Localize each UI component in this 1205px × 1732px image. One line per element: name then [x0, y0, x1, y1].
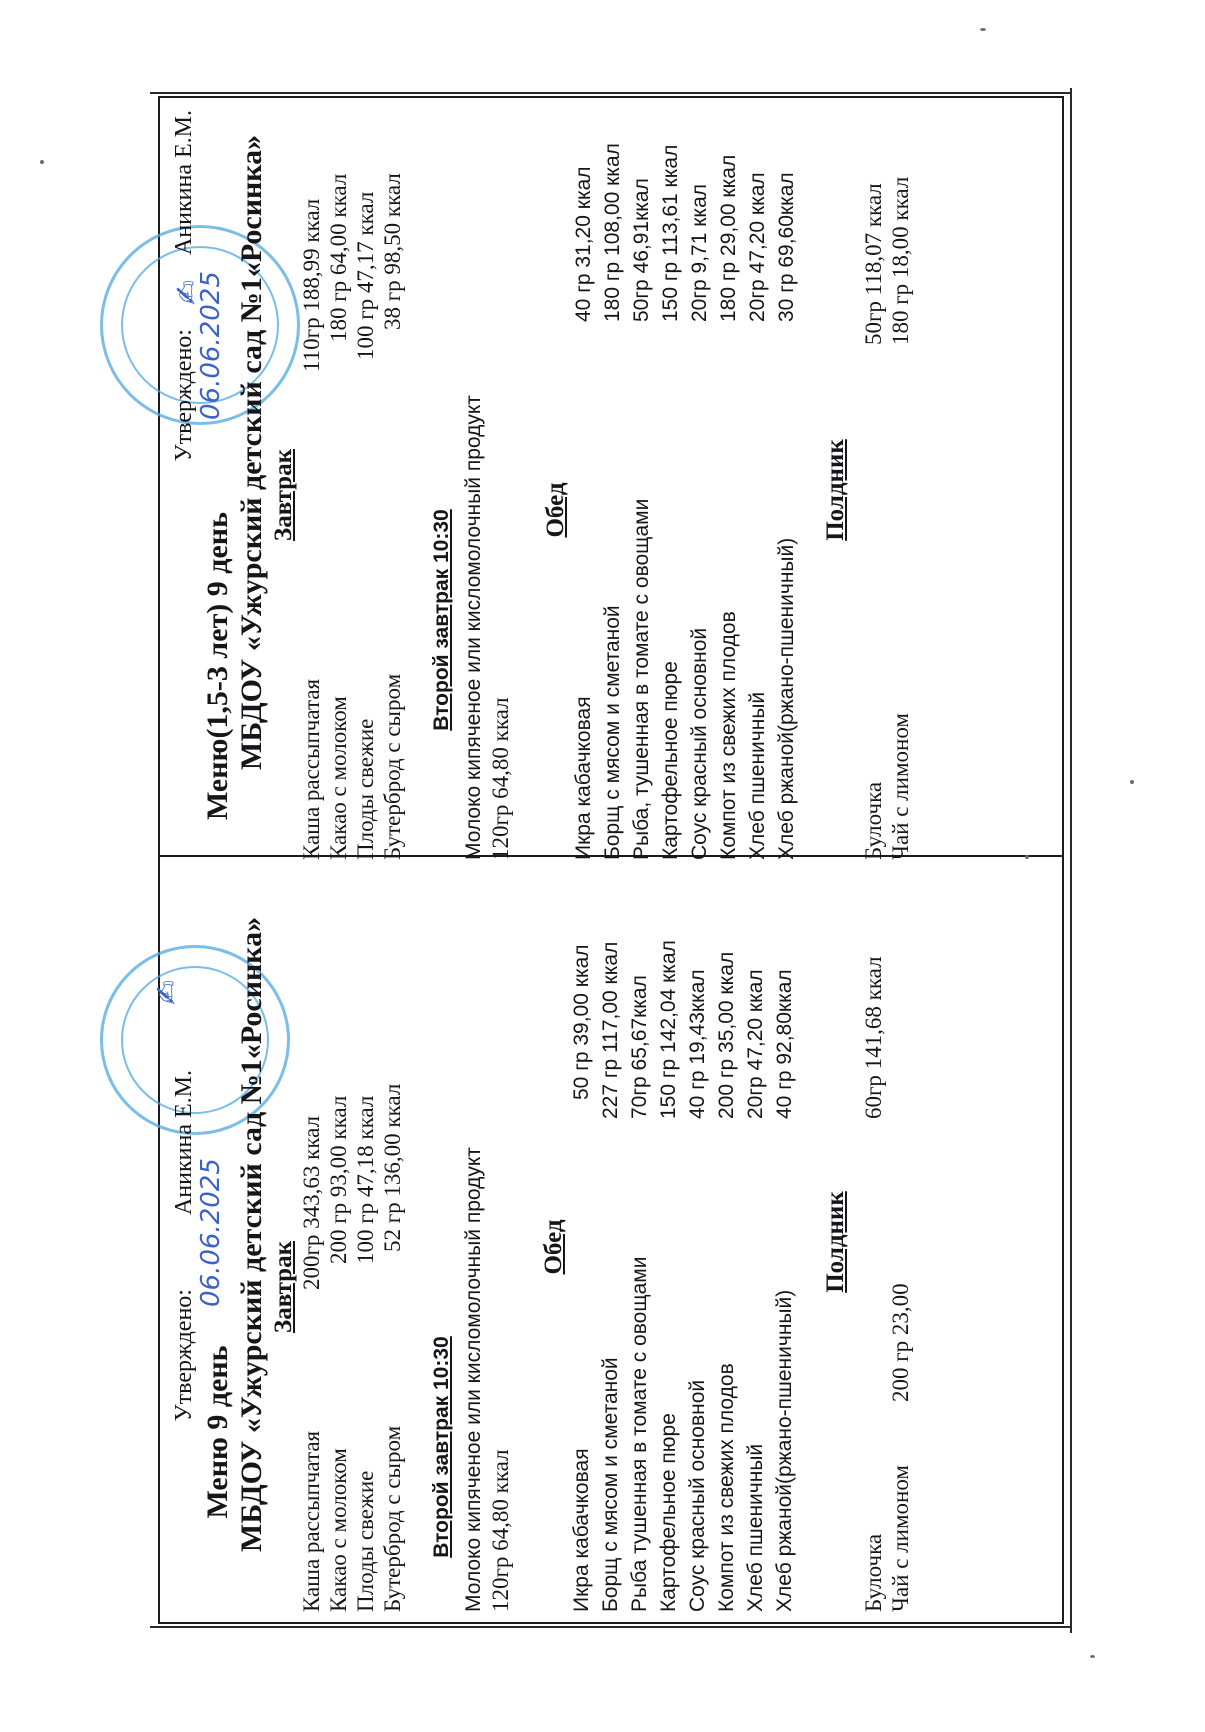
menu-title: Меню(1,5-3 лет) 9 день [201, 512, 234, 820]
frame-rule-bottom [150, 1626, 1070, 1628]
scan-speck [1025, 855, 1029, 859]
handwritten-date: 06.06.2025 [196, 271, 226, 420]
second-breakfast-heading: Второй завтрак 10:30 [430, 509, 453, 731]
menu-subtitle: МБДОУ «Ужурский детский сад №1«Росинка» [235, 134, 268, 770]
lunch-heading: Обед [540, 1219, 567, 1275]
menu-panel-1: Утверждено:Аникина Е.М. 06.06.2025 Меню 9 день МБДОУ «Ужурский детский сад №1«Росинка» Завтрак Каша рассыпчатая 200гр 343,63 ккал Какао с молоком 200 гр 93,00 ккал Плоды свежие 100 гр 47,18 ккал Бутерброд с сыром 52 гр 136,00 ккал Второй завтрак 10:30 Молоко кипяченое или кисломолочный продукт 120гр 64,80 ккал Обед Икра кабачковая 50 гр 39,00 ккал Борщ с мясом и сметаной 227 гр 117,00 ккал Рыба тушенная в томате с овощами 70гр 65,67ккал Картофельное пюре 150 гр 142,04 ккал Соус красный основной 40 гр 19,43ккал Компот из свежих плодов 200 гр 35,00 ккал Хлеб пшеничный 20гр 47,20 ккал Хлеб ржаной(ржано-пшеничный) 40 гр 92,80ккал Полдник Булочка 60гр 141,68 ккал Чай с лимоном 200 гр 23,00 [170, 880, 1060, 1612]
second-breakfast-text: Молоко кипяченое или кисломолочный продукт [462, 1147, 485, 1612]
approved-line [170, 110, 198, 461]
breakfast-heading: Завтрак [270, 1241, 297, 1333]
menu-title: Меню 9 день [201, 1345, 234, 1519]
menu-panel-2: Утверждено:Аникина Е.М. 06.06.2025 Меню(1,5-3 лет) 9 день МБДОУ «Ужурский детский сад №1«Росинка» Завтрак Каша рассыпчатая 110гр 188,99 ккал Какао с молоком 180 гр 64,00 ккал Плоды свежие 100 гр 47,17 ккал Бутерброд с сыром 38 гр 98,50 ккал Второй завтрак 10:30 Молоко кипяченое или кисломолочный продукт 120гр 64,80 ккал Обед Икра кабачковая 40 гр 31,20 ккал Борщ с мясом и сметаной 180 гр 108,00 ккал Рыба, тушенная в томате с овощами 50гр 46,91ккал Картофельное пюре 150 гр 113,61 ккал Соус красный основной 20гр 9,71 ккал Компот из свежих плодов 180 гр 29,00 ккал Хлеб пшеничный 20гр 47,20 ккал Хлеб ржаной(ржано-пшеничный) 30 гр 69,60ккал Полдник Булочка 50гр 118,07 ккал Чай с лимоном 180 гр 18,00 ккал [171, 110, 913, 860]
frame-rule-top [150, 92, 1070, 94]
signature-2: ✍ [170, 279, 205, 305]
scan-speck [1090, 1655, 1095, 1658]
approved-line [170, 1070, 198, 1421]
frame-rule-right [1070, 88, 1072, 1633]
handwritten-date: 06.06.2025 [196, 1158, 226, 1307]
second-breakfast-amount: 120гр 64,80 ккал [488, 697, 513, 860]
approved-label: Утверждено: [171, 329, 197, 462]
snack-heading: Полдник [822, 1191, 849, 1293]
scan-speck [40, 160, 44, 164]
approved-label: Утверждено: [171, 1289, 197, 1422]
scan-speck [1130, 780, 1134, 784]
second-breakfast-text: Молоко кипяченое или кисломолочный продукт [462, 395, 485, 860]
approved-name: Аникина Е.М. [171, 1070, 197, 1216]
menu-subtitle: МБДОУ «Ужурский детский сад №1«Росинка» [235, 916, 268, 1552]
scan-speck [980, 28, 986, 31]
signature-1: ✍ [150, 979, 185, 1005]
breakfast-heading: Завтрак [270, 449, 297, 541]
snack-heading: Полдник [822, 439, 849, 541]
second-breakfast-amount: 120гр 64,80 ккал [488, 1449, 513, 1612]
second-breakfast-heading: Второй завтрак 10:30 [430, 1336, 453, 1558]
approved-name: Аникина Е.М. [171, 110, 197, 256]
lunch-heading: Обед [542, 482, 569, 538]
